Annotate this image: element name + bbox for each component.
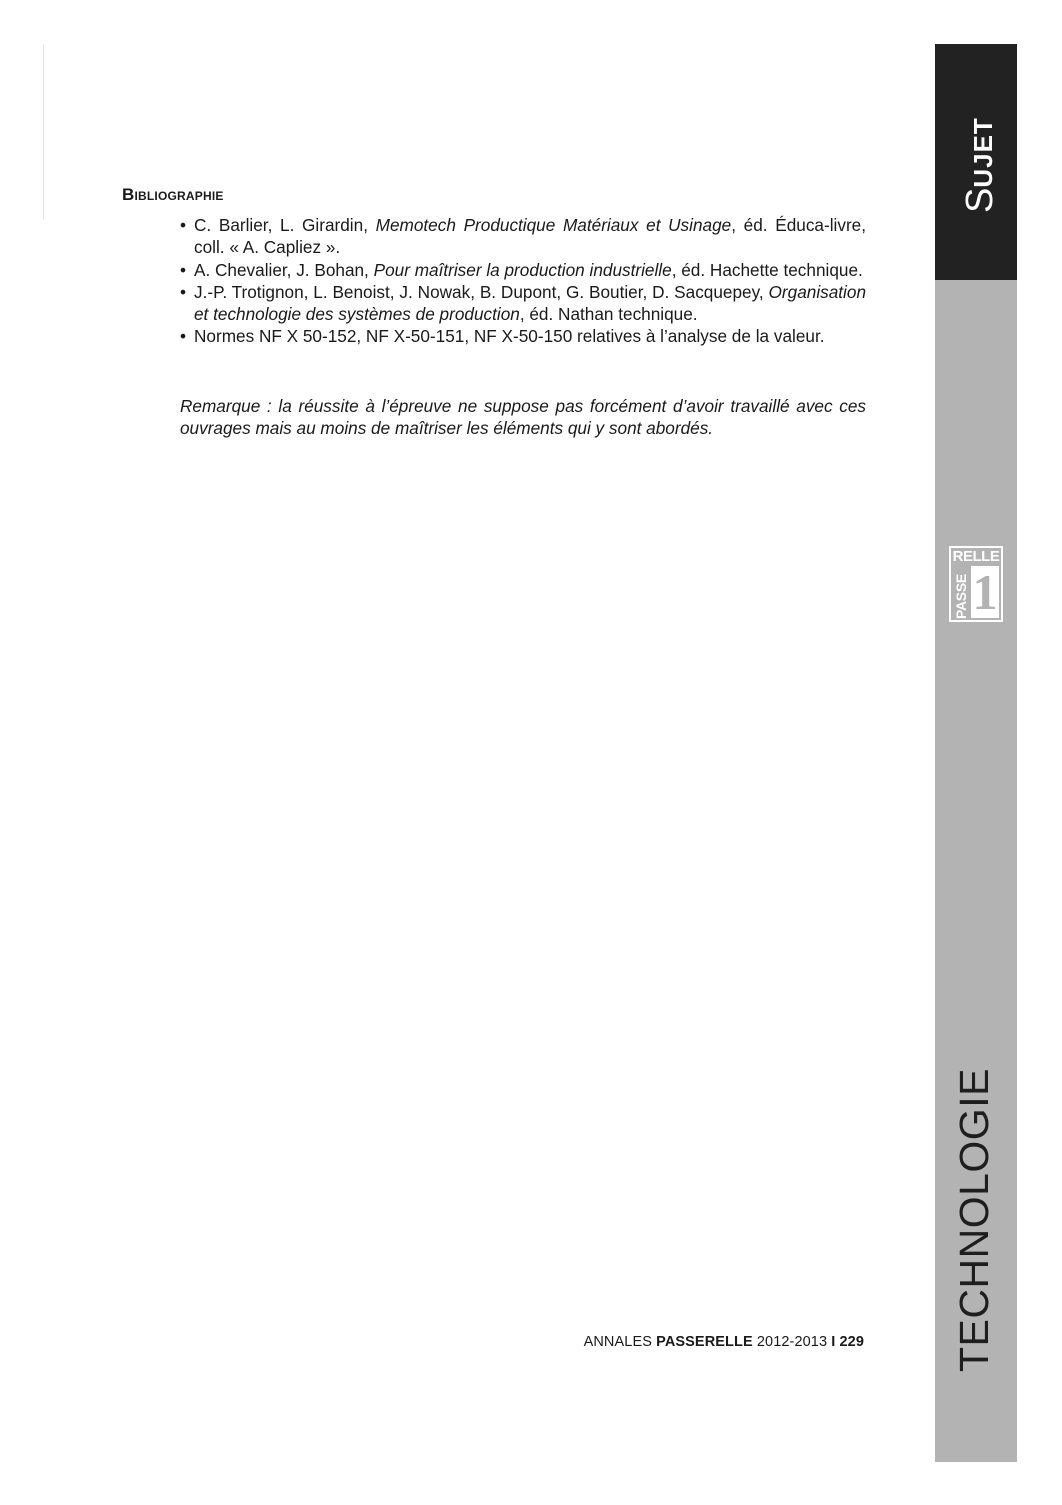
logo-number: 1 bbox=[972, 564, 998, 620]
page-footer bbox=[584, 1334, 864, 1350]
bullet: • bbox=[180, 259, 187, 280]
bullet: • bbox=[180, 281, 187, 302]
section-label bbox=[960, 117, 1003, 213]
bibliography-item bbox=[180, 214, 866, 259]
item-authors: J.-P. Trotignon, L. Benoist, J. Nowak, B. Dupont, G. Boutier, D. Sacquepey, bbox=[194, 281, 769, 302]
item-publisher: , éd. Éduca-livre, coll. « A. Capliez ». bbox=[194, 215, 866, 258]
bibliography-item bbox=[180, 325, 866, 347]
item-text: Normes NF X 50-152, NF X-50-151, NF X-50-150 relatives à l’analyse de la valeur. bbox=[194, 326, 825, 347]
footer-prefix: ANNALES bbox=[583, 1334, 657, 1350]
footer-years: 2012-2013 bbox=[752, 1334, 832, 1350]
bullet: • bbox=[180, 215, 187, 235]
item-authors: A. Chevalier, J. Bohan, bbox=[194, 259, 374, 280]
subject-label: TECHNOLOGIE bbox=[951, 1068, 997, 1372]
bullet: • bbox=[180, 326, 187, 347]
bibliography-list bbox=[180, 214, 866, 348]
item-title: Organisation et technologie des systèmes de production bbox=[194, 281, 866, 325]
item-authors: C. Barlier, L. Girardin, bbox=[194, 215, 376, 235]
footer-separator: I bbox=[831, 1334, 836, 1350]
bibliography-item bbox=[180, 281, 866, 326]
logo-top-text: RELLE bbox=[952, 548, 1000, 565]
section-label-cap: S bbox=[959, 187, 1001, 213]
bibliography-item bbox=[180, 259, 866, 281]
item-title: Pour maîtriser la production industrielle bbox=[373, 259, 672, 280]
item-publisher: , éd. Nathan technique. bbox=[519, 304, 698, 325]
page-number: 229 bbox=[835, 1334, 864, 1350]
section-title: Bibliographie bbox=[122, 185, 224, 204]
margin-rule bbox=[43, 44, 44, 220]
passerelle-logo bbox=[949, 546, 1003, 622]
remark-note: Remarque : la réussite à l’épreuve ne suppose pas forcément d’avoir travaillé avec ces ouvrages mais au moins de maîtriser les éléments qui y sont abordés. bbox=[180, 396, 866, 439]
item-publisher: , éd. Hachette technique. bbox=[671, 259, 863, 280]
section-label-rest: UJET bbox=[968, 117, 998, 188]
footer-brand: PASSERELLE bbox=[656, 1334, 753, 1350]
item-title: Memotech Productique Matériaux et Usinage bbox=[375, 215, 732, 235]
logo-side-text: PASSE bbox=[953, 574, 969, 619]
